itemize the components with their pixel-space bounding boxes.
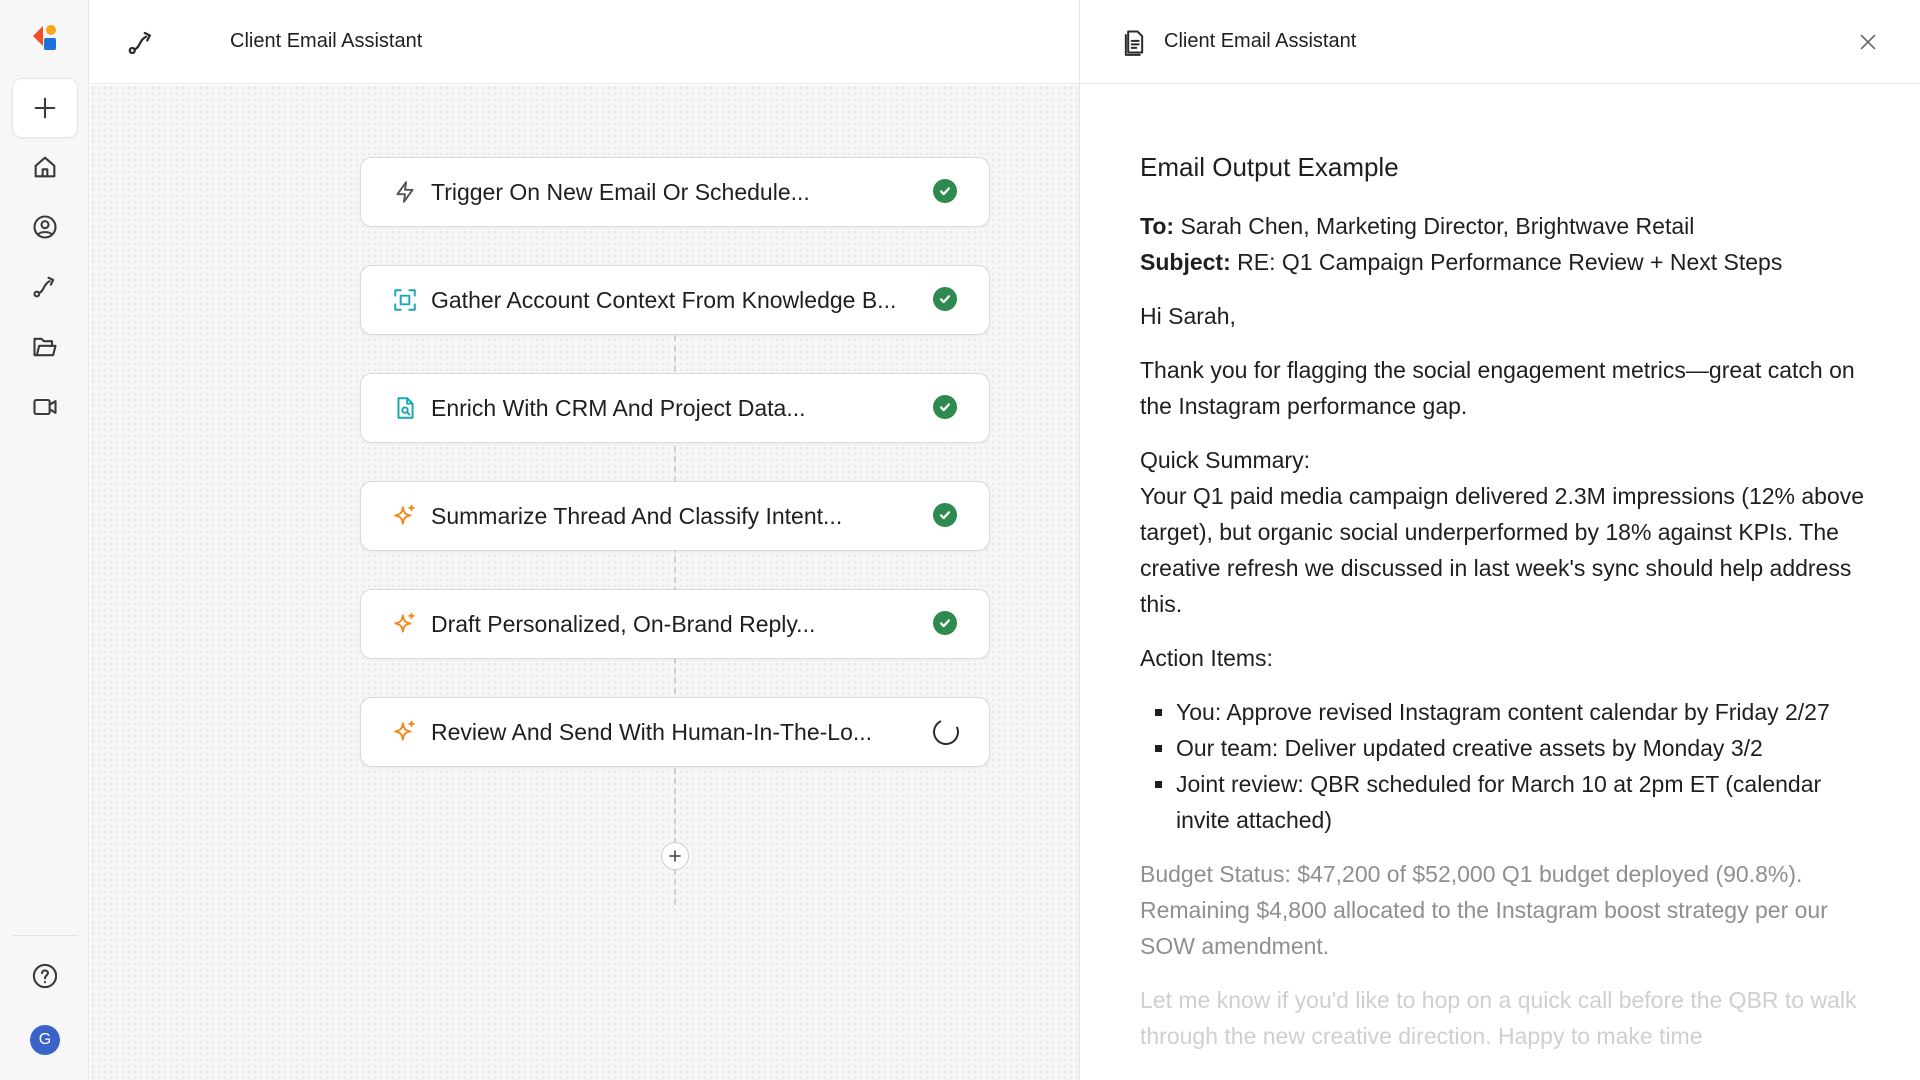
plus-icon	[31, 94, 59, 122]
folder-icon	[31, 333, 59, 361]
check-icon	[933, 179, 957, 203]
step-status	[933, 503, 959, 529]
step-label: Draft Personalized, On-Brand Reply...	[431, 610, 816, 637]
action-heading: Action Items:	[1140, 645, 1273, 671]
scan-icon	[391, 286, 419, 314]
panel-title: Client Email Assistant	[1164, 30, 1357, 52]
step-status	[933, 395, 959, 421]
to-value: Sarah Chen, Marketing Director, Brightwave Retail	[1180, 213, 1695, 239]
summary-heading: Quick Summary:	[1140, 447, 1310, 473]
step-status	[933, 179, 959, 205]
check-icon	[933, 503, 957, 527]
action-list	[1176, 694, 1870, 838]
summary-block	[1140, 442, 1870, 622]
close-icon	[1857, 31, 1879, 53]
list-item: ▪ Our team: Deliver updated creative assets by Monday 3/2	[1176, 730, 1870, 766]
step-label: Summarize Thread And Classify Intent...	[431, 502, 843, 529]
video-icon	[31, 393, 59, 421]
check-icon	[933, 611, 957, 635]
list-item: ▪ Joint review: QBR scheduled for March 10 at 2pm ET (calendar invite attached)	[1176, 766, 1870, 838]
flow-icon	[31, 273, 59, 301]
canvas-header	[90, 0, 1079, 84]
sparkle-icon	[391, 610, 419, 638]
email-header-block	[1140, 208, 1870, 280]
summary-body: Your Q1 paid media campaign delivered 2.3M impressions (12% above target), but organic social underperformed by 18% against KPIs. The creative refresh we discussed in last week's sync should help address this.	[1140, 483, 1865, 617]
workflow-step[interactable]	[360, 157, 990, 227]
close-button[interactable]	[1854, 28, 1882, 56]
flows-button[interactable]	[12, 257, 78, 317]
subject-label: Subject:	[1140, 249, 1231, 275]
workflow-step[interactable]	[360, 373, 990, 443]
home-button[interactable]	[12, 137, 78, 197]
workflow-step[interactable]	[360, 697, 990, 767]
files-button[interactable]	[12, 317, 78, 377]
plus-icon	[667, 848, 683, 864]
budget-paragraph: Budget Status: $47,200 of $52,000 Q1 budget deployed (90.8%). Remaining $4,800 allocated to the Instagram boost strategy per our SOW amendment.	[1140, 861, 1828, 959]
new-button[interactable]	[12, 78, 78, 138]
to-label: To:	[1140, 213, 1175, 239]
email-heading: Email Output Example	[1140, 152, 1399, 182]
help-icon	[31, 962, 59, 990]
canvas-title: Client Email Assistant	[230, 30, 423, 52]
add-step-button[interactable]	[661, 842, 689, 870]
output-panel	[1079, 0, 1920, 1080]
left-rail	[0, 0, 89, 1080]
email-content	[1140, 150, 1870, 1072]
help-button[interactable]	[12, 946, 78, 1006]
lightning-icon	[391, 178, 419, 206]
avatar[interactable]: G	[30, 1025, 60, 1055]
sparkle-icon	[391, 502, 419, 530]
workflow-step[interactable]	[360, 265, 990, 335]
flow-icon	[126, 28, 156, 58]
rail-divider	[12, 935, 78, 936]
step-status	[933, 611, 959, 637]
step-status	[933, 287, 959, 313]
doc-search-icon	[391, 394, 419, 422]
account-button[interactable]	[12, 197, 78, 257]
home-icon	[31, 153, 59, 181]
app-logo[interactable]	[29, 22, 61, 54]
workflow-step[interactable]	[360, 589, 990, 659]
list-item: ▪ You: Approve revised Instagram content calendar by Friday 2/27	[1176, 694, 1870, 730]
panel-header	[1080, 0, 1920, 84]
check-icon	[933, 287, 957, 311]
subject-value: RE: Q1 Campaign Performance Review + Next Steps	[1237, 249, 1783, 275]
greeting: Hi Sarah,	[1140, 303, 1236, 329]
workflow-step[interactable]	[360, 481, 990, 551]
check-icon	[933, 395, 957, 419]
video-button[interactable]	[12, 377, 78, 437]
step-label: Review And Send With Human-In-The-Lo...	[431, 718, 873, 745]
step-status	[933, 719, 959, 745]
closing-paragraph: Let me know if you'd like to hop on a quick call before the QBR to walk through the new creative direction. Happy to make time	[1140, 987, 1857, 1049]
user-circle-icon	[31, 213, 59, 241]
spinner-icon	[929, 715, 962, 748]
step-label: Gather Account Context From Knowledge B...	[431, 286, 897, 313]
step-label: Trigger On New Email Or Schedule...	[431, 178, 810, 205]
sparkle-icon	[391, 718, 419, 746]
document-icon	[1120, 28, 1148, 56]
step-label: Enrich With CRM And Project Data...	[431, 394, 806, 421]
intro-paragraph: Thank you for flagging the social engagement metrics—great catch on the Instagram performance gap.	[1140, 357, 1855, 419]
workflow-canvas[interactable]	[90, 85, 1079, 1080]
